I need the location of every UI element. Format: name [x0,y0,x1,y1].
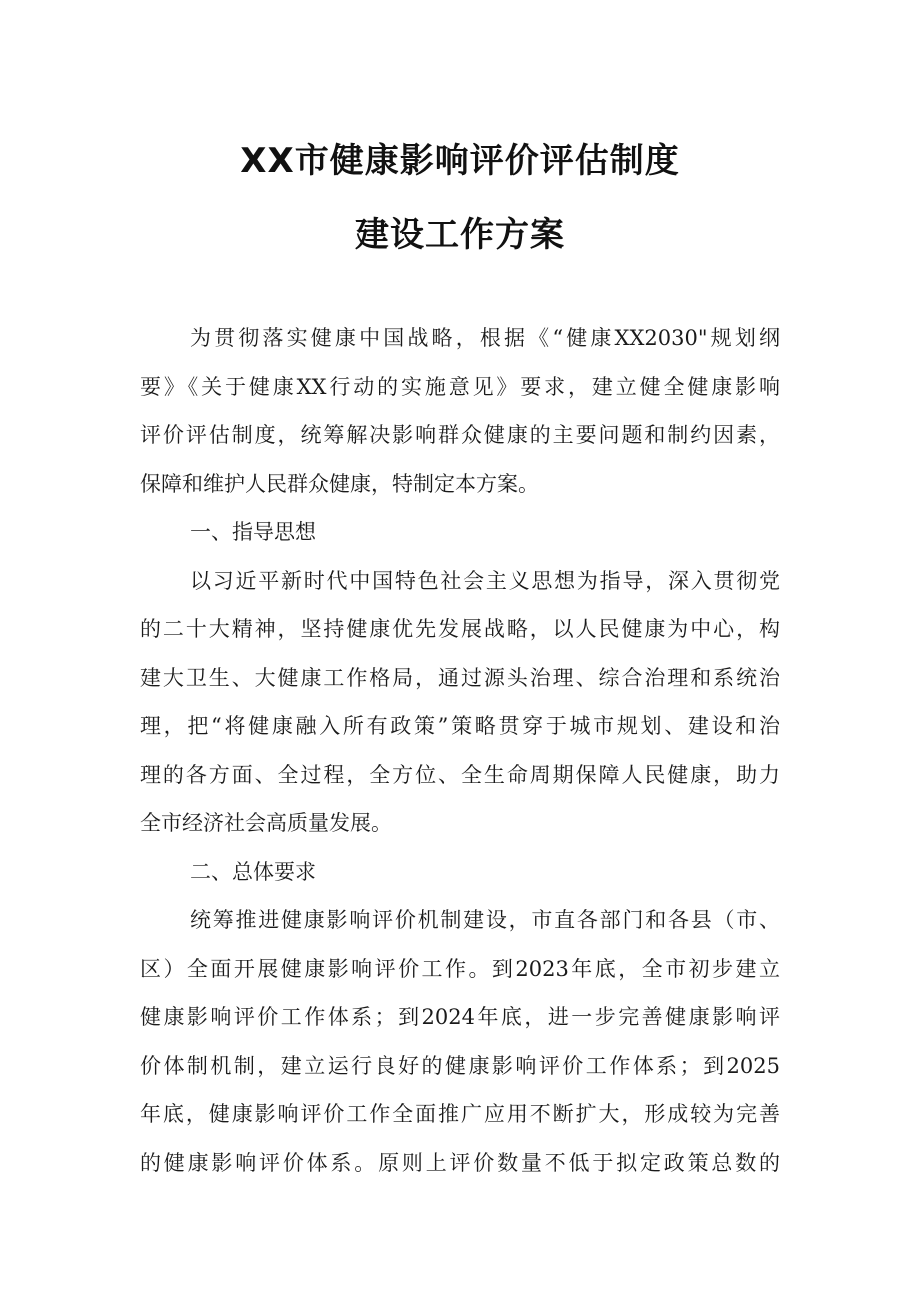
body-line: 理的各方面、全过程，全方位、全生命周期保障人民健康，助力 [140,762,780,787]
body-line: 的健康影响评价体系。原则上评价数量不低于拟定政策总数的 [140,1150,780,1175]
document-title-line-1: XX市健康影响评价评估制度 [240,141,680,181]
body-line: 统筹推进健康影响评价机制建设，市直各部门和各县（市、 [190,908,780,932]
document-title-line-2: 建设工作方案 [355,215,565,255]
body-line: 保障和维护人民群众健康，特制定本方案。 [140,471,539,496]
body-line: 区）全面开展健康影响评价工作。到2023年底，全市初步建立 [140,956,780,981]
body-line: 二、总体要求 [190,859,316,884]
document-body [140,314,780,1187]
body-line: 的二十大精神，坚持健康优先发展战略，以人民健康为中心，构 [140,617,780,641]
body-line: 为贯彻落实健康中国战略，根据《“健康XX2030"规划纲 [190,326,780,350]
body-line: 健康影响评价工作体系；到2024年底，进一步完善健康影响评 [140,1005,780,1029]
body-line: 建大卫生、大健康工作格局，通过源头治理、综合治理和系统治 [140,665,780,690]
body-line: 理，把“将健康融入所有政策”策略贯穿于城市规划、建设和治 [140,714,780,738]
body-line: 一、指导思想 [190,520,316,544]
body-line: 年底，健康影响评价工作全面推广应用不断扩大，形成较为完善 [140,1102,780,1126]
body-line: 价体制机制，建立运行良好的健康影响评价工作体系；到2025 [140,1053,780,1078]
body-line: 全市经济社会高质量发展。 [140,811,392,835]
body-line: 评价评估制度，统筹解决影响群众健康的主要问题和制约因素， [140,423,780,447]
body-line: 以习近平新时代中国特色社会主义思想为指导，深入贯彻党 [190,568,780,593]
body-line: 要》《关于健康XX行动的实施意见》要求，建立健全健康影响 [140,374,780,399]
